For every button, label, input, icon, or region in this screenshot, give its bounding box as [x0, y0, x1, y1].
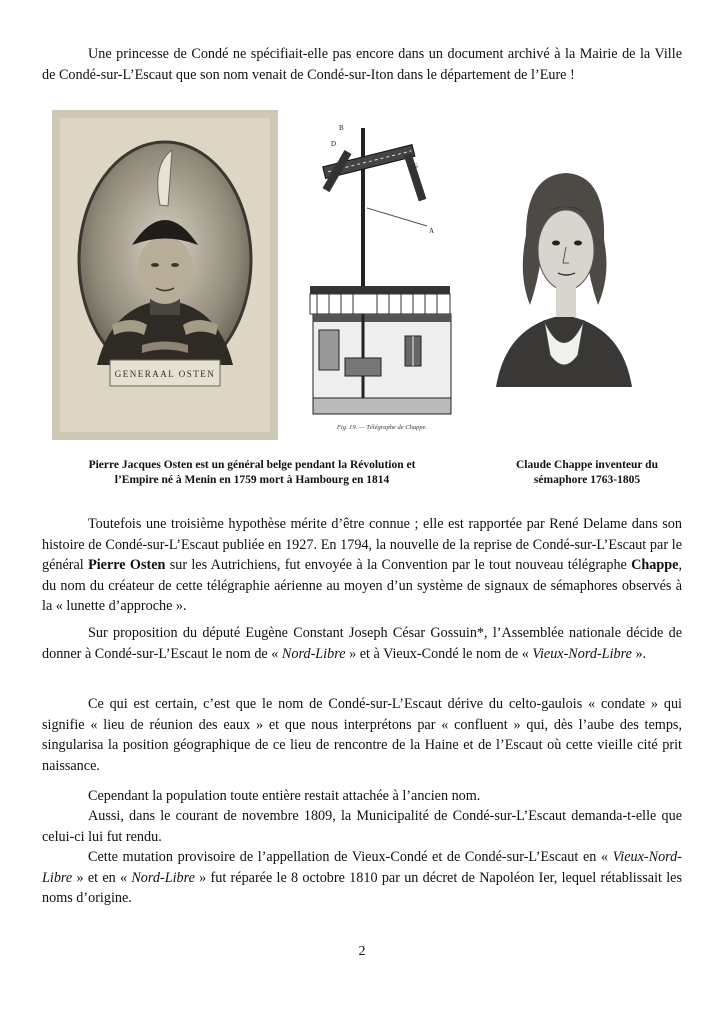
- chappe-telegraph-illustration: [305, 108, 459, 436]
- paragraph-princesse: [42, 44, 682, 85]
- page-number: 2: [358, 944, 366, 959]
- paragraph-text: » fut réparée le 8 octobre 1810 par un décret de Napoléon Ier, lequel rétablissait les noms d’origine.: [42, 869, 682, 906]
- plate-text: GENERAAL OSTEN: [114, 369, 216, 379]
- paragraph-text: Aussi, dans le courant de novembre 1809, la Municipalité de Condé-sur-L’Escaut demanda-t-elle que celui-ci lui fut rendu.: [42, 808, 682, 845]
- caption-line: l’Empire né à Menin en 1759 mort à Hambourg en 1814: [114, 473, 390, 486]
- paragraph-text: Cependant la population toute entière restait attachée à l’ancien nom.: [88, 788, 481, 804]
- telegraph-letter: B: [339, 124, 344, 132]
- paragraph-text: Cette mutation provisoire de l’appellation de Vieux-Condé et de Condé-sur-L’Escaut en «: [88, 849, 613, 865]
- telegraph-letter: D: [331, 140, 337, 148]
- name-chappe: Chappe: [631, 557, 679, 573]
- paragraph-gossuin: [42, 623, 682, 664]
- caption-line: Claude Chappe inventeur du: [516, 459, 658, 471]
- paragraph-text: » et en «: [72, 869, 132, 886]
- paragraph-population: [42, 786, 682, 807]
- caption-line: Pierre Jacques Osten est un général belge pendant la Révolution et: [88, 459, 416, 471]
- caption-osten: [60, 458, 444, 487]
- paragraph-text: ».: [631, 645, 647, 662]
- paragraph-municipalite: [42, 806, 682, 847]
- paragraph-text: sur les Autrichiens, fut envoyée à la Convention par le tout nouveau télégraphe: [165, 557, 632, 573]
- paragraph-mutation: [42, 847, 682, 909]
- paragraph-hypothese: [42, 514, 682, 617]
- portrait-claude-chappe: [486, 155, 642, 387]
- term-nord-libre: Nord-Libre: [281, 645, 346, 662]
- telegraph-letter: A: [429, 227, 435, 235]
- paragraph-text: , du nom du créateur de cette télégraphie aérienne au moyen d’un système de signaux de sémaphores observés à la « lunette d’approche ».: [42, 557, 683, 614]
- paragraph-text: Ce qui est certain, c’est que le nom de Condé-sur-L’Escaut dérive du celto-gaulois « condate » qui signifie « lieu de réunion des eaux » et que nous interprétons par « confluent » qui, dès l’aube des temps, singularisa la position géographique de ce lieu de rencontre de la Haine et de l’Escaut où cette vieille cité prit naissance.: [42, 696, 682, 774]
- paragraph-text: Toutefois une troisième hypothèse mérite d’être connue ; elle est rapportée par René Delame dans son histoire de Condé-sur-L’Escaut publiée en 1927. En 1794, la nouvelle de la reprise de Condé-sur-L’Escaut par le général: [42, 516, 682, 573]
- term-vieux-nord-libre: Vieux-Nord-Libre: [532, 645, 632, 662]
- portrait-osten-engraving: [52, 110, 278, 440]
- name-pierre-osten: Pierre Osten: [88, 557, 166, 573]
- paragraph-text: Sur proposition du député Eugène Constant Joseph César Gossuin*, l’Assemblée nationale décide de donner à Condé-sur-L’Escaut le nom de «: [42, 625, 682, 662]
- paragraph-text: » et à Vieux-Condé le nom de «: [345, 645, 533, 662]
- caption-chappe: [488, 458, 686, 487]
- paragraph-condate: [42, 694, 682, 776]
- term-vieux-nord-libre: Vieux-Nord-Libre: [42, 849, 682, 886]
- telegraph-letter: G: [413, 162, 419, 170]
- term-nord-libre: Nord-Libre: [131, 869, 195, 886]
- paragraph-text: Une princesse de Condé ne spécifiait-elle pas encore dans un document archivé à la Mairie de la Ville de Condé-sur-L’Escaut que son nom venait de Condé-sur-Iton dans le département de l’Eure !: [42, 46, 682, 83]
- telegraph-figure-caption: Fig. 19. — Télégraphe de Chappe.: [336, 424, 428, 431]
- caption-line: sémaphore 1763-1805: [533, 473, 641, 486]
